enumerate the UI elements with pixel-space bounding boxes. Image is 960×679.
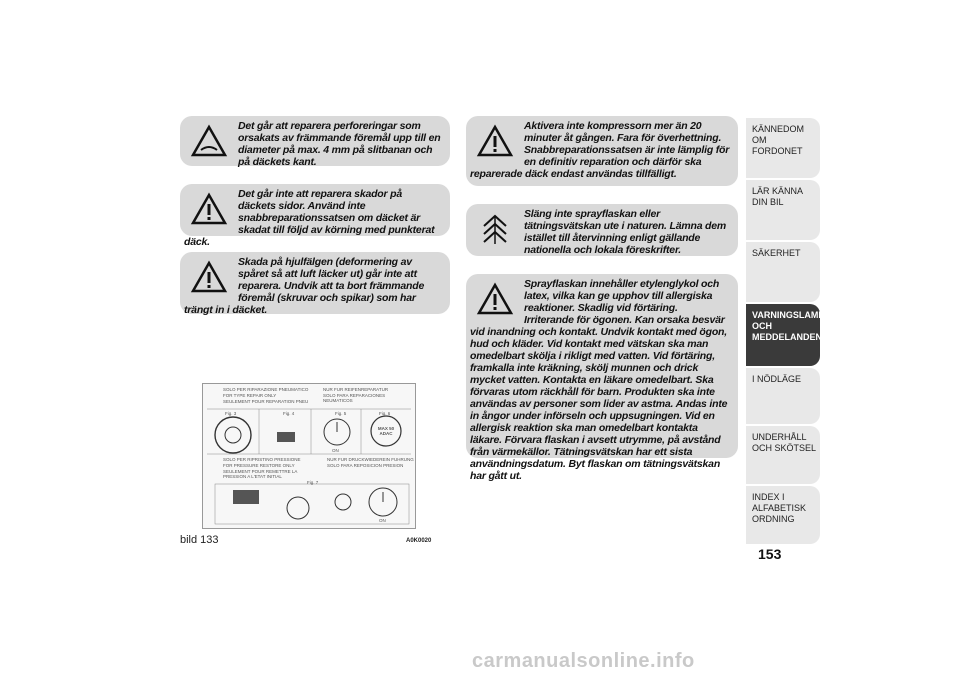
warning-text: Släng inte sprayflaskan eller tätningsvätskan ute i naturen. Lämna dem istället till återvinning enligt gällande nationella och lokala föreskrifter. bbox=[524, 208, 727, 256]
figure-illustration bbox=[203, 384, 415, 528]
fig-3-label: Fig. 3 bbox=[225, 411, 237, 416]
sidebar-tab-lar-kanna[interactable]: LÄR KÄNNA DIN BIL bbox=[746, 180, 820, 240]
page-number: 153 bbox=[758, 546, 782, 562]
figure-code: A0K0020 bbox=[406, 538, 432, 544]
warning-text: Skada på hjulfälgen (deformering av spåret så att luft läcker ut) går inte att reparera. Undvik att ta bort främmande föremål (skruvar och spikar) som har trängt in i däcket. bbox=[184, 256, 425, 316]
sidebar-tab-index[interactable]: INDEX I ALFABETISK ORDNING bbox=[746, 486, 820, 544]
sidebar-tab-underhall[interactable]: UNDERHÅLL OCH SKÖTSEL bbox=[746, 426, 820, 484]
warning-text: Sprayflaskan innehåller etylenglykol och latex, vilka kan ge upphov till allergiska reaktioner. Skadlig vid förtäring. Irriterande för ögonen. Kan orsaka besvär vid inandning och kontakt. Undvik kontakt med ögon, hud och kläder. Vid kontakt med vätskan ska man omedelbart skölja i rikligt med vatten. Vid förtäring, framkalla inte kräkning, skölj munnen och drick mycket vatten. Kontakta en läkare omedelbart. Ska förvaras utom räckhåll för barn. Produkten ska inte användas av personer som lider av astma. Andas inte in ångor under införseln och uppsugningen. Vid en allergisk reaktion ska man omedelbart kontakta läkare. Förvara flaskan i avsett utrymme, på avstånd från värmekällor. Tätningsvätskan har ett sista användningsdatum. Byt flaskan om tätningsvätskan har gått ut. bbox=[470, 278, 728, 482]
figure-label-de2: NUR FUR DRUCKWIEDEREIN FUHRUNG bbox=[327, 457, 414, 462]
figure-label-es2: SOLO PARA REPOSICION PRESION bbox=[327, 463, 404, 468]
on-label: ON bbox=[332, 448, 339, 453]
warning-triangle-icon bbox=[190, 260, 228, 294]
sidebar-tab-sakerhet[interactable]: SÄKERHET bbox=[746, 242, 820, 302]
figure-label-de: NUR FUR REIFENREPARATUR bbox=[323, 387, 389, 392]
sidebar-tab-nodlage[interactable]: I NÖDLÄGE bbox=[746, 368, 820, 424]
sidebar-tab-varningslampor[interactable]: VARNINGSLAMPOR OCH MEDDELANDEN bbox=[746, 304, 820, 366]
fig-4-label: Fig. 4 bbox=[283, 411, 295, 416]
fig-5-label: Fig. 5 bbox=[335, 411, 347, 416]
on-label-2: ON bbox=[379, 518, 386, 523]
figure-repair-kit bbox=[202, 383, 416, 529]
fig-7-label: Fig. 7 bbox=[307, 480, 319, 485]
figure-label-es: SOLO PARA REPARACIONES NEUMATICOS bbox=[323, 393, 386, 403]
figure-label-en: FOR TYPE REPAIR ONLY bbox=[223, 393, 277, 398]
warning-text: Det går att reparera perforeringar som orsakats av främmande föremål upp till en diameter på max. 4 mm på slitbanan och på däckets kant. bbox=[238, 120, 441, 168]
warning-box-sidewall bbox=[180, 184, 450, 248]
warning-box-perforation bbox=[180, 116, 450, 166]
recycle-icon bbox=[476, 212, 514, 246]
tire-warning-icon bbox=[190, 124, 228, 158]
figure-caption: bild 133 bbox=[180, 534, 219, 546]
warning-box-spray bbox=[466, 274, 738, 482]
watermark: carmanualsonline.info bbox=[472, 650, 695, 672]
dial-label: MAX 50 ADAC bbox=[377, 426, 395, 436]
figure-label-it: SOLO PER RIPARAZIONE PNEUMATICO bbox=[223, 387, 309, 392]
figure-label-it2: SOLO PER RIPRISTINO PRESSIONE bbox=[223, 457, 301, 462]
figure-label-en2: FOR PRESSURE RESTORE ONLY bbox=[223, 463, 295, 468]
warning-box-recycling bbox=[466, 204, 738, 256]
fig-6-label: Fig. 6 bbox=[379, 411, 391, 416]
warning-triangle-icon bbox=[476, 282, 514, 316]
warning-box-rim bbox=[180, 252, 450, 314]
warning-triangle-icon bbox=[476, 124, 514, 158]
sidebar-tab-fordonet[interactable]: KÄNNEDOM OM FORDONET bbox=[746, 118, 820, 178]
warning-triangle-icon bbox=[190, 192, 228, 226]
figure-label-fr: SEULEMENT POUR REPARATION PNEU bbox=[223, 399, 309, 404]
warning-text: Det går inte att reparera skador på däckets sidor. Använd inte snabbreparationssatsen om däcket är skadat till följd av körning med punkterat däck. bbox=[184, 188, 435, 248]
figure-label-fr2: SEULEMENT POUR REMETTRE LA PRESSION A L'ETAT INITIAL bbox=[223, 469, 298, 479]
warning-box-compressor bbox=[466, 116, 738, 186]
warning-text: Aktivera inte kompressorn mer än 20 minuter åt gången. Fara för överhettning. Snabbreparationssatsen är inte lämplig för en definitiv reparation och därför ska reparerade däck endast användas tillfälligt. bbox=[470, 120, 730, 180]
